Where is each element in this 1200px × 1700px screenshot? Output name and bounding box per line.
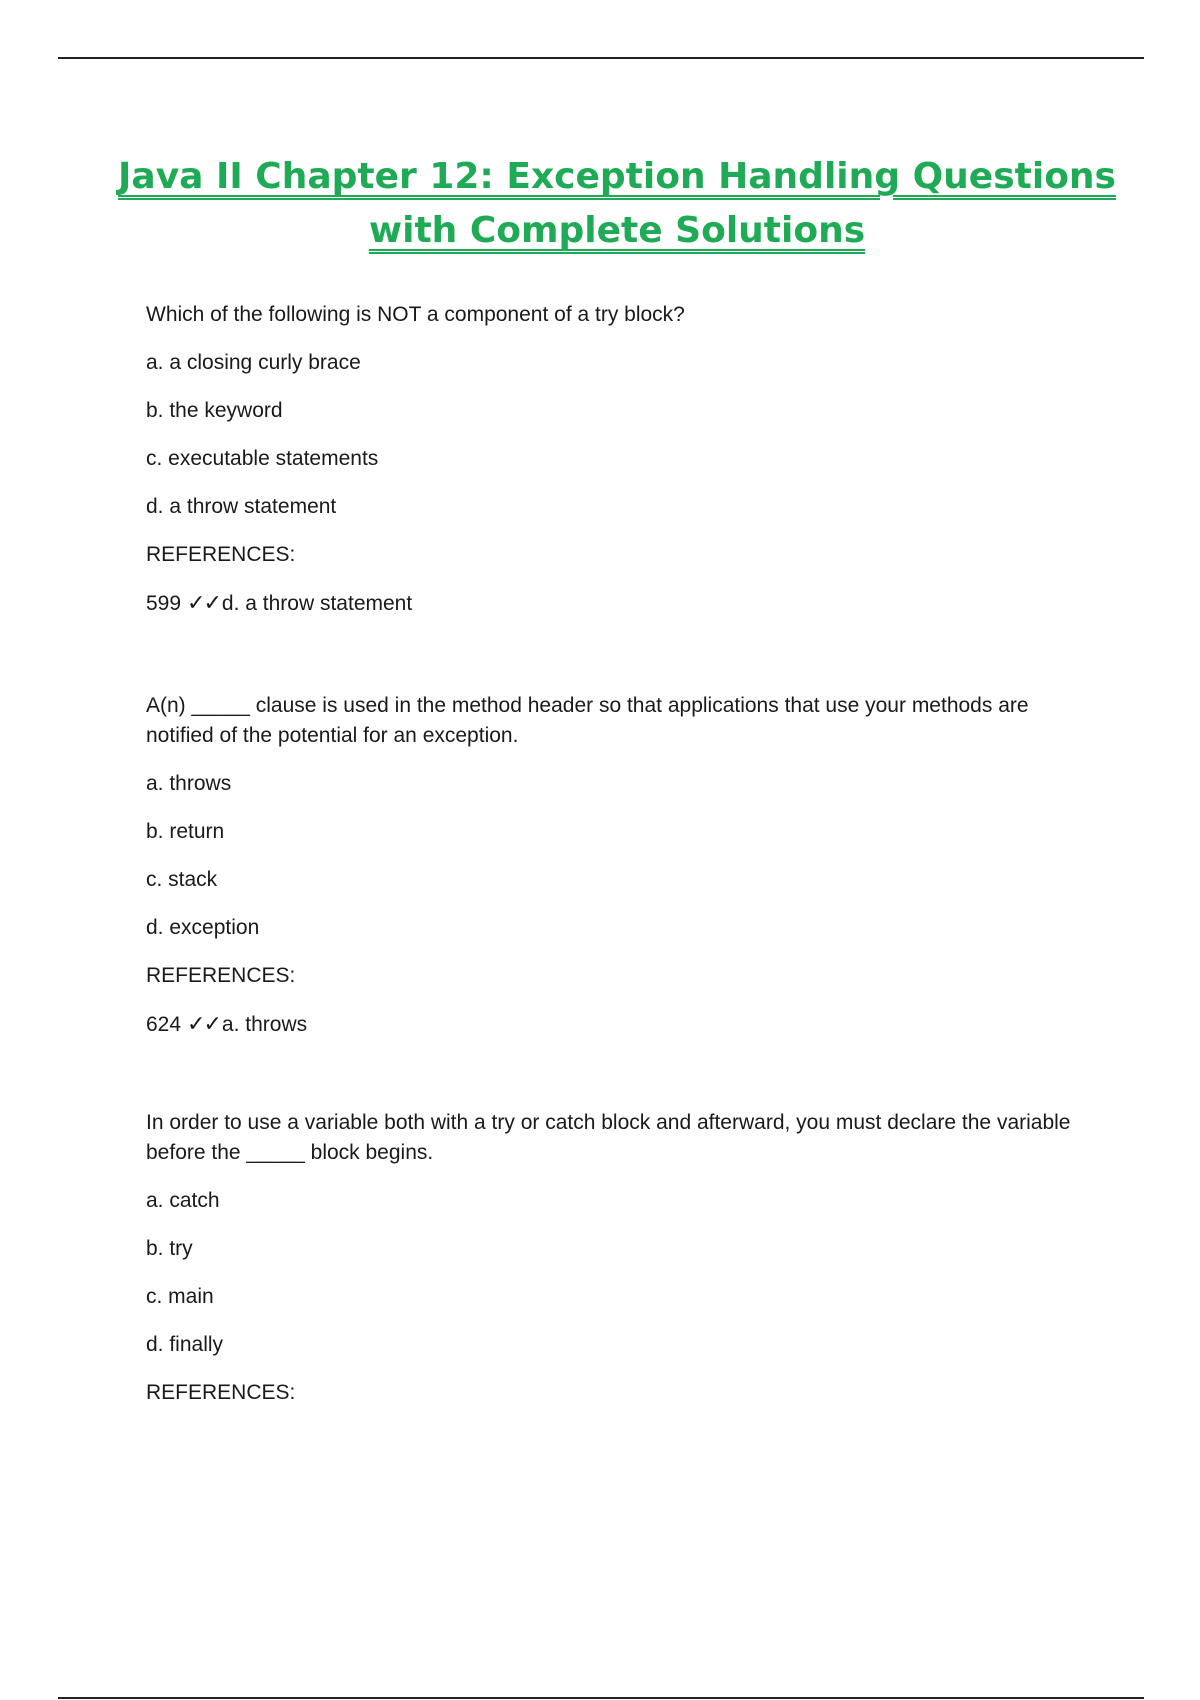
option-c: c. main <box>146 1285 214 1308</box>
answer-text: d. a throw statement <box>221 592 413 615</box>
document-title <box>100 150 1134 258</box>
option-d: d. finally <box>146 1333 224 1356</box>
document-body <box>146 300 1086 1426</box>
option-a: a. throws <box>146 772 232 795</box>
answer-line <box>146 588 1086 619</box>
question-spacer <box>146 1040 1086 1108</box>
option-d: d. a throw statement <box>146 495 337 518</box>
answer-text: a. throws <box>221 1013 308 1036</box>
answer-line <box>146 1009 1086 1040</box>
title-line-1: Java II Chapter 12: Exception Handling Questions <box>118 156 1116 197</box>
references-label: REFERENCES: <box>146 1381 296 1404</box>
answer-page: 624 <box>146 1013 182 1036</box>
option-c: c. stack <box>146 868 218 891</box>
answer-page: 599 <box>146 592 182 615</box>
question-spacer <box>146 619 1086 691</box>
option-b: b. try <box>146 1237 193 1260</box>
references-label: REFERENCES: <box>146 964 296 987</box>
question-prompt: A(n) _____ clause is used in the method header so that applications that use your methods are notified of the potential for an exception. <box>146 694 1029 747</box>
option-a: a. catch <box>146 1189 220 1212</box>
option-c: c. executable statements <box>146 447 379 470</box>
question-2 <box>146 691 1086 1040</box>
option-d: d. exception <box>146 916 260 939</box>
option-a: a. a closing curly brace <box>146 351 361 374</box>
question-prompt: Which of the following is NOT a component of a try block? <box>146 303 685 326</box>
question-3 <box>146 1108 1086 1408</box>
top-rule <box>58 57 1144 59</box>
option-b: b. the keyword <box>146 399 283 422</box>
double-check-icon: ✓✓ <box>187 590 220 615</box>
double-check-icon: ✓✓ <box>187 1011 220 1036</box>
title-line-2: with Complete Solutions <box>368 210 866 251</box>
question-1 <box>146 300 1086 619</box>
option-b: b. return <box>146 820 225 843</box>
references-label: REFERENCES: <box>146 543 296 566</box>
question-prompt: In order to use a variable both with a try or catch block and afterward, you must declare the variable before the _____ block begins. <box>146 1111 1071 1164</box>
bottom-rule <box>58 1697 1144 1699</box>
